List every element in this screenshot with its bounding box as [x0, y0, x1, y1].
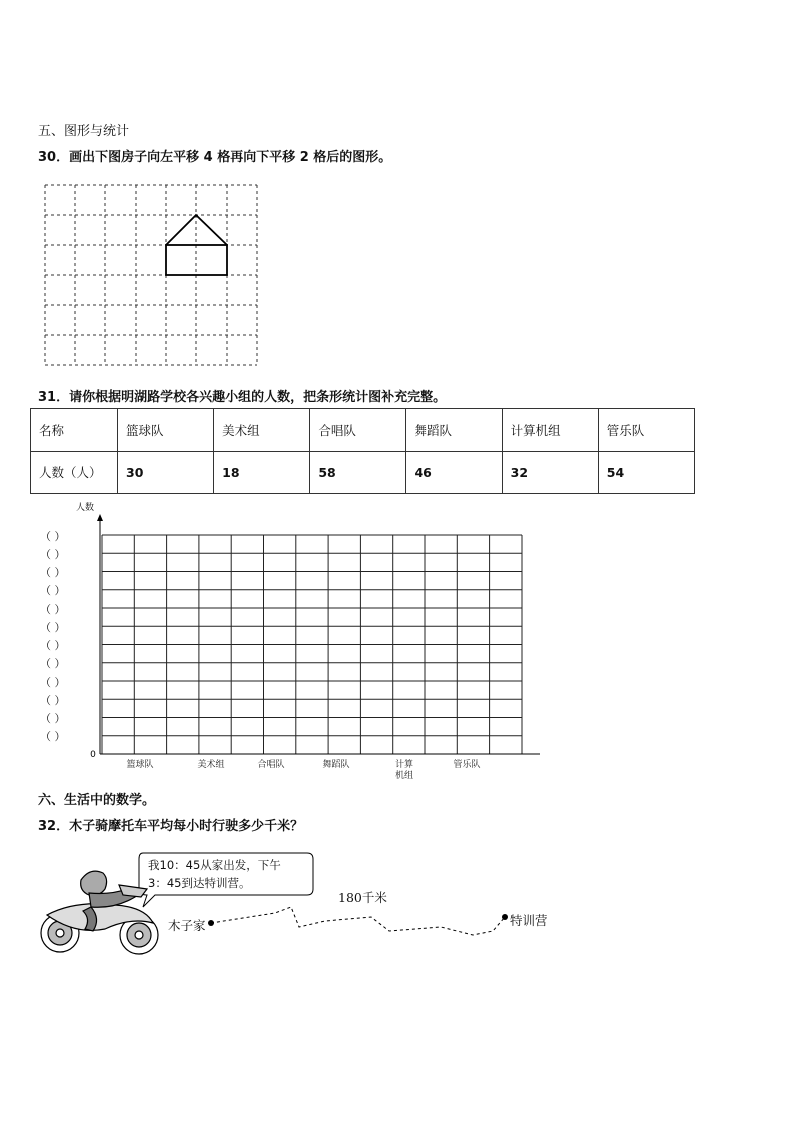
question-32-text: 32．木子骑摩托车平均每小时行驶多少千米？: [38, 819, 304, 834]
y-value-blank: （ ）: [40, 530, 66, 543]
question-30-text: 30．画出下图房子向左平移 4 格再向下平移 2 格后的图形。: [38, 150, 392, 165]
y-value-blank: （ ）: [40, 712, 66, 725]
table-header-cell: 计算机组: [502, 409, 598, 452]
table-header-name: 名称: [31, 409, 118, 452]
x-category-label: 计算: [394, 760, 413, 770]
table-row-label: 人数（人）: [31, 451, 118, 494]
x-category-label: 篮球队: [126, 760, 154, 770]
speech-bubble-text: [148, 856, 310, 892]
table-header-cell: 管乐队: [598, 409, 694, 452]
y-value-blank: （ ）: [40, 657, 66, 670]
x-category-label: 合唱队: [257, 760, 285, 770]
interest-group-table: [30, 408, 695, 494]
section-title-6: 六、生活中的数学。: [38, 793, 156, 808]
y-value-blank: （ ）: [40, 676, 66, 689]
table-value-cell: 46: [406, 451, 502, 494]
table-value-cell: 30: [118, 451, 214, 494]
x-category-label: 美术组: [197, 760, 225, 770]
table-value-cell: 32: [502, 451, 598, 494]
x-category-label: 管乐队: [453, 760, 481, 770]
y-value-blank: （ ）: [40, 603, 66, 616]
x-category-label: 舞蹈队: [322, 760, 350, 770]
y-value-blank: （ ）: [40, 639, 66, 652]
x-category-label: 机组: [394, 771, 413, 781]
section-title-5: 五、图形与统计: [38, 124, 130, 139]
chart-origin-label: 0: [90, 750, 96, 760]
table-header-cell: 美术组: [214, 409, 310, 452]
table-header-cell: 舞蹈队: [406, 409, 502, 452]
chart-grid: [102, 535, 522, 754]
table-row-counts: [31, 451, 695, 494]
speech-line: 我10：45从家出发，下午: [148, 858, 281, 872]
route-line: [211, 907, 505, 935]
y-value-blank: （ ）: [40, 584, 66, 597]
end-location-label: 特训营: [510, 913, 548, 928]
y-value-blank: （ ）: [40, 730, 66, 743]
y-axis-arrow: [97, 514, 103, 521]
table-value-cell: 54: [598, 451, 694, 494]
y-value-blank: （ ）: [40, 548, 66, 561]
y-value-blank: （ ）: [40, 621, 66, 634]
translation-grid: [40, 180, 265, 370]
question-31-text: 31．请你根据明湖路学校各兴趣小组的人数，把条形统计图补充完整。: [38, 390, 447, 405]
chart-y-axis-label: 人数: [76, 503, 95, 513]
blank-bar-chart: [85, 512, 545, 762]
table-value-cell: 18: [214, 451, 310, 494]
y-value-blank: （ ）: [40, 694, 66, 707]
distance-label: 180千米: [338, 890, 387, 905]
start-location-label: 木子家: [168, 918, 206, 933]
table-value-cell: 58: [310, 451, 406, 494]
end-point: [502, 914, 508, 920]
y-value-blank: （ ）: [40, 566, 66, 579]
table-header-cell: 合唱队: [310, 409, 406, 452]
speech-line: 3：45到达特训营。: [148, 876, 251, 890]
table-header-cell: 篮球队: [118, 409, 214, 452]
table-row-names: [31, 409, 695, 452]
